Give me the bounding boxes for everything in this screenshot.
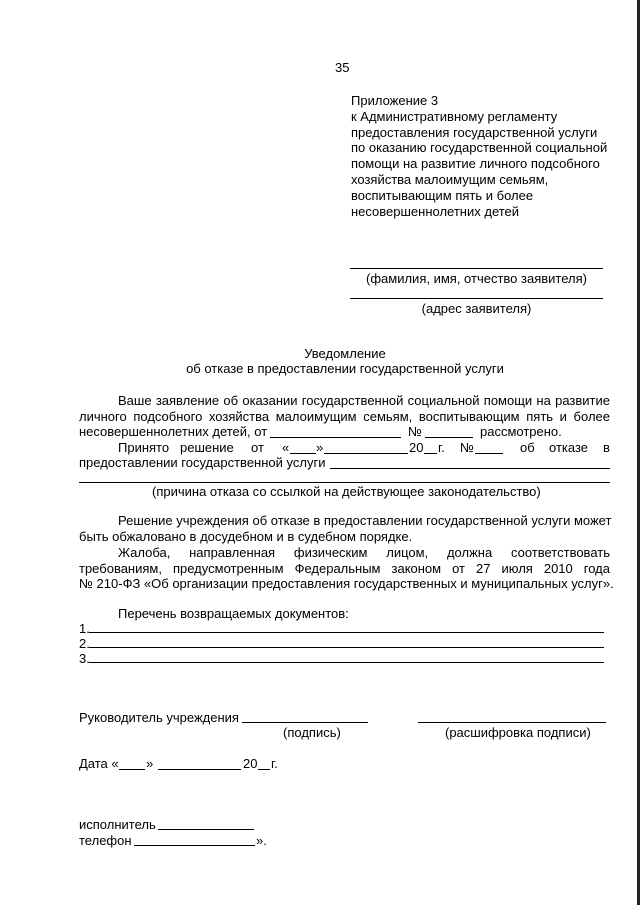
notice-title: Уведомление (304, 346, 386, 361)
appendix-line: воспитывающим пять и более (351, 187, 534, 203)
refusal-reason-field-2[interactable] (79, 482, 610, 483)
document-item-label: 1. (79, 621, 90, 636)
paragraph-1-line-3c: рассмотрено. (480, 424, 562, 439)
paragraph-3-line-1: Решение учреждения об отказе в предоставлении государственной услуги может (118, 513, 612, 528)
decision-century: 20 (409, 440, 424, 455)
refusal-reason-field-1[interactable] (330, 468, 610, 469)
decision-year-field[interactable] (424, 453, 437, 454)
application-number-field[interactable] (425, 437, 473, 438)
signature-field[interactable] (242, 722, 368, 723)
decision-number-field[interactable] (475, 453, 503, 454)
paragraph-1-number-sign: № (408, 424, 422, 439)
application-date-field[interactable] (270, 437, 401, 438)
decision-word-3: от (251, 440, 264, 455)
signature-decode-caption: (расшифровка подписи) (445, 725, 591, 740)
phone-field[interactable] (134, 845, 255, 846)
decision-number-sign: № (460, 440, 474, 455)
applicant-address-line[interactable] (350, 298, 603, 299)
paragraph-3-line-2: быть обжаловано в досудебном и в судебном порядке. (79, 529, 413, 544)
paragraph-4-line-1: Жалоба, направленная физическим лицом, должна соответствовать (118, 545, 610, 560)
phone-label: телефон (79, 833, 132, 848)
decision-word-2: решение (180, 440, 234, 455)
signature-decode-field[interactable] (418, 722, 606, 723)
date-year-suffix: г. (271, 756, 278, 771)
document-item-field[interactable] (89, 647, 604, 648)
date-year-field[interactable] (258, 769, 270, 770)
decision-year-suffix: г. (438, 440, 445, 455)
applicant-address-caption: (адрес заявителя) (421, 301, 532, 316)
date-month-field[interactable] (158, 769, 241, 770)
appendix-line: к Административному регламенту (351, 108, 558, 124)
paragraph-1-line-2: личного подсобного хозяйства малоимущим семьям, воспитывающим пять и более (79, 409, 610, 424)
executor-label: исполнитель (79, 817, 156, 832)
decision-word-4: об (520, 440, 535, 455)
date-day-field[interactable] (119, 769, 145, 770)
page-number: 35 (335, 60, 350, 75)
date-label: Дата « (79, 756, 119, 771)
paragraph-1-line-3a: несовершеннолетних детей, от (79, 424, 268, 439)
paragraph-4-line-3: № 210-ФЗ «Об организации предоставления государственных и муниципальных услуг». (79, 576, 614, 591)
decision-month-field[interactable] (324, 453, 408, 454)
date-quote-close: » (146, 756, 154, 771)
date-century: 20 (243, 756, 258, 771)
decision-word-1: Принято (118, 440, 170, 455)
applicant-name-caption: (фамилия, имя, отчество заявителя) (366, 271, 587, 286)
appendix-block (351, 93, 607, 219)
documents-heading: Перечень возвращаемых документов: (118, 606, 349, 621)
appendix-line: помощи на развитие личного подсобного (351, 156, 600, 172)
paragraph-1-line-1: Ваше заявление об оказании государственной социальной помощи на развитие (118, 393, 610, 408)
document-item-label: 3. (79, 651, 90, 666)
applicant-name-line[interactable] (350, 268, 603, 269)
appendix-line: несовершеннолетних детей (351, 203, 520, 219)
decision-line-2: предоставлении государственной услуги (79, 455, 326, 470)
paragraph-4-line-2: требованиям, предусмотренным Федеральным законом от 27 июля 2010 года (79, 561, 610, 576)
notice-subtitle: об отказе в предоставлении государственной услуги (186, 361, 504, 376)
decision-word-5: отказе (549, 440, 588, 455)
decision-quote-close: » (316, 440, 324, 455)
phone-end: ». (256, 833, 267, 848)
document-item-label: 2. (79, 636, 90, 651)
refusal-reason-caption: (причина отказа со ссылкой на действующее законодательство) (152, 484, 541, 499)
signature-caption: (подпись) (283, 725, 341, 740)
appendix-line: Приложение 3 (351, 93, 439, 108)
decision-quote-open: « (282, 440, 290, 455)
head-label: Руководитель учреждения (79, 710, 239, 725)
appendix-line: хозяйства малоимущим семьям, (351, 171, 549, 187)
appendix-line: предоставления государственной услуги (351, 124, 598, 140)
appendix-line: по оказанию государственной социальной (351, 140, 608, 156)
decision-day-field[interactable] (290, 453, 316, 454)
document-item-field[interactable] (89, 632, 604, 633)
document-item-field[interactable] (89, 662, 604, 663)
executor-field[interactable] (158, 829, 254, 830)
decision-word-6: в (603, 440, 610, 455)
